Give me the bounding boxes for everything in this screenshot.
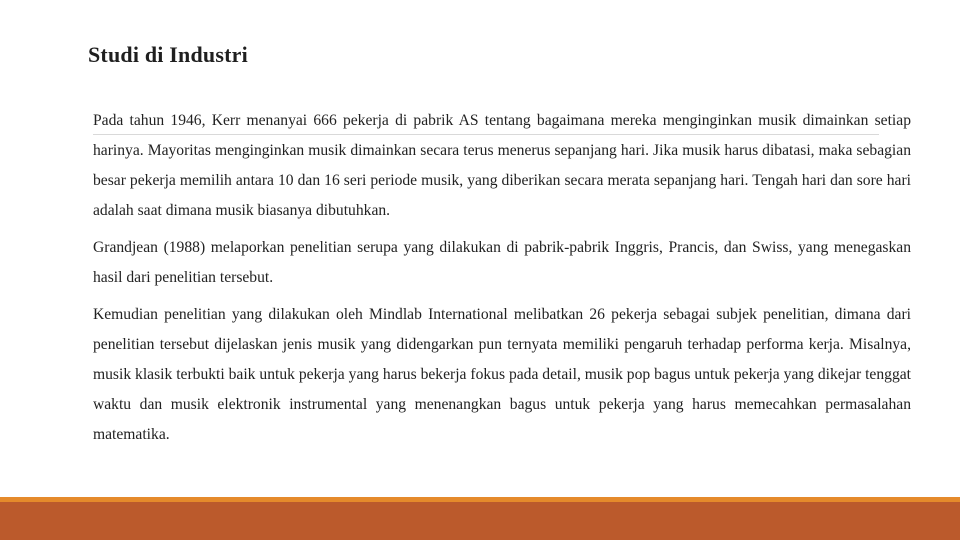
paragraph-mindlab-study: Kemudian penelitian yang dilakukan oleh Mindlab International melibatkan 26 pekerja sebagai subjek penelitian, dimana dari penelitian tersebut dijelaskan jenis musik yang didengarkan pun ternyata memiliki pengaruh terhadap performa kerja. Misalnya, musik klasik terbukti baik untuk pekerja yang harus bekerja fokus pada detail, musik pop bagus untuk pekerja yang dikejar tenggat waktu dan musik elektronik instrumental yang menenangkan bagus untuk pekerja yang harus memecahkan permasalahan matematika. <box>93 306 911 443</box>
slide-title: Studi di Industri <box>88 42 248 67</box>
body-text <box>93 106 911 457</box>
paragraph-kerr-study: Pada tahun 1946, Kerr menanyai 666 pekerja di pabrik AS tentang bagaimana mereka menginginkan musik dimainkan setiap harinya. Mayoritas menginginkan musik dimainkan secara terus menerus sepanjang hari. Jika musik harus dibatasi, maka sebagian besar pekerja memilih antara 10 dan 16 seri periode musik, yang diberikan secara merata sepanjang hari. Tengah hari dan sore hari adalah saat dimana musik biasanya dibutuhkan. <box>93 112 911 219</box>
paragraph-grandjean-study: Grandjean (1988) melaporkan penelitian serupa yang dilakukan di pabrik-pabrik Inggris, Prancis, dan Swiss, yang menegaskan hasil dari penelitian tersebut. <box>93 239 911 286</box>
footer-bar <box>0 502 960 540</box>
